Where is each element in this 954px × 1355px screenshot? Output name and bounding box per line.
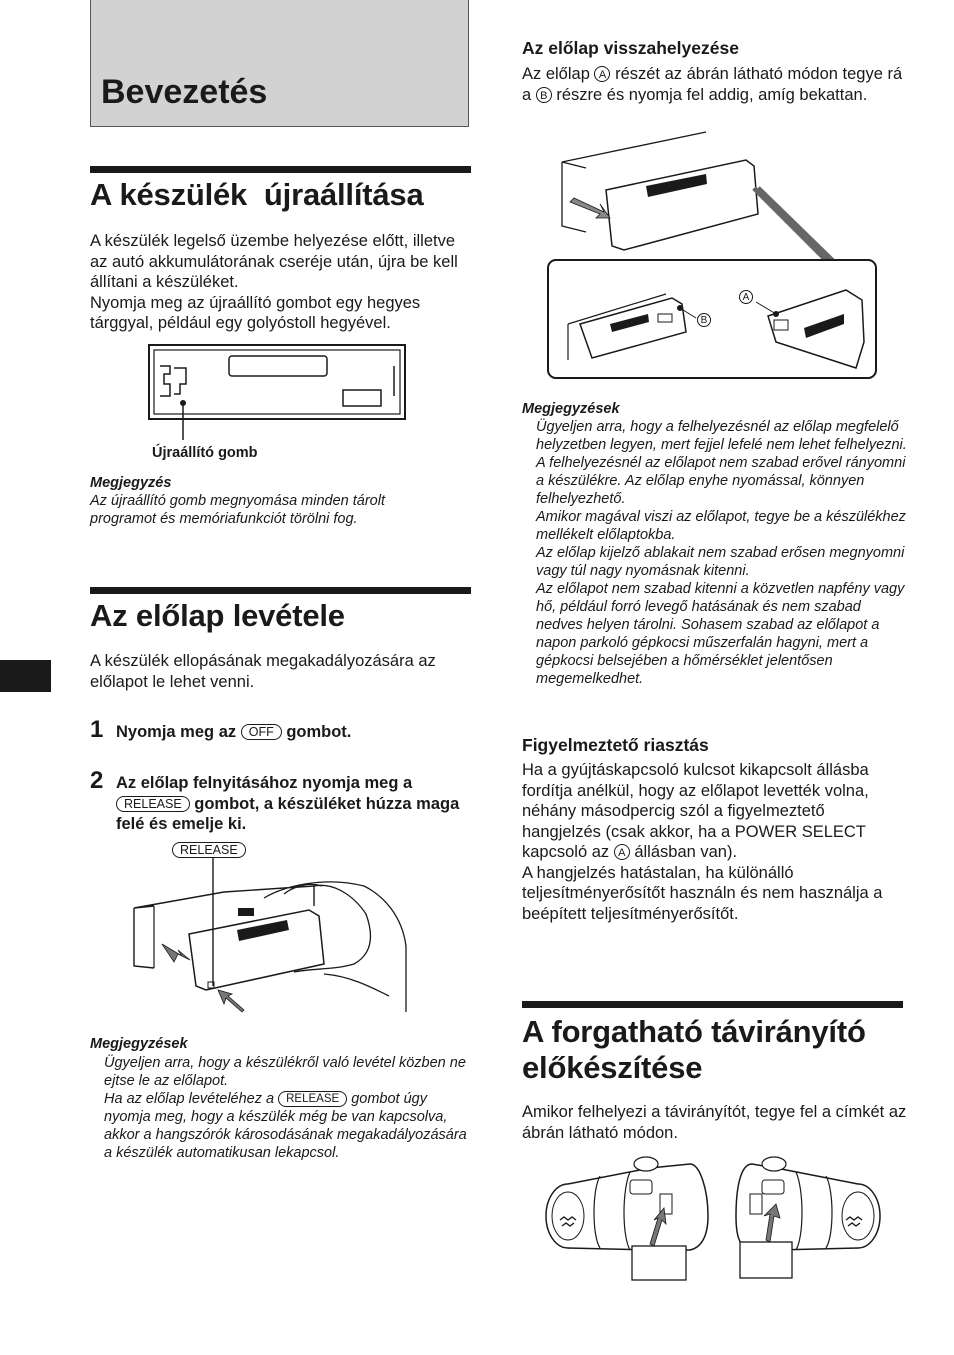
reset-para-1: A készülék legelső üzembe helyezése előtt, illetve az autó akkumulátorának cseréje után, újra be kell állítani a készüléket.	[90, 232, 458, 291]
subheading-attach: Az előlap visszahelyezése	[522, 38, 739, 58]
reset-para-2: Nyomja meg az újraállító gombot egy hegyes tárggyal, például egy golyóstoll hegyével.	[90, 293, 421, 332]
alarm-para-1-post: állásban van).	[634, 843, 738, 861]
section-heading-remove: Az előlap levétele	[90, 598, 345, 633]
section-heading-remote	[522, 1014, 866, 1086]
remove-intro: A készülék ellopásának megakadályozására az előlapot le lehet venni.	[90, 652, 436, 691]
release-key-inline: RELEASE	[278, 1091, 347, 1107]
step-text-2	[116, 773, 466, 835]
step2-pre: Az előlap felnyitásához nyomja meg a	[116, 774, 413, 792]
remove-note-2-pre: Ha az előlap levételéhez a	[104, 1091, 275, 1107]
remove-note-1: Ügyeljen arra, hogy a készülékről való levétel közben ne ejtse le az előlapot.	[104, 1055, 466, 1089]
remove-note-2-post: gombot úgy nyomja meg, hogy a készülék még be van kapcsolva, akkor a hangszórók károsodásának megakadályozására a készülék automatikusan lekapcsol.	[104, 1091, 467, 1161]
title-banner	[90, 0, 469, 127]
alarm-para-1	[522, 760, 907, 863]
section-rule	[522, 1001, 903, 1008]
figure-release-key: RELEASE	[172, 842, 246, 858]
remove-note-2	[104, 1090, 469, 1162]
reset-note-text: Az újraállító gomb megnyomása minden tárolt programot és memóriafunkciót törölni fog.	[90, 493, 385, 527]
remove-notes-title: Megjegyzések	[90, 1036, 188, 1052]
page-title: Bevezetés	[101, 73, 268, 111]
figure-mark-a: A	[739, 290, 753, 304]
reset-button-figure	[148, 344, 408, 444]
step-text-1	[116, 722, 466, 743]
remove-notes	[104, 1054, 469, 1162]
section-tab-marker	[0, 660, 51, 692]
mark-a-alarm: A	[614, 844, 630, 860]
section-heading-remote-line1: A forgatható távirányító	[522, 1014, 866, 1049]
reset-button-label: Újraállító gomb	[152, 445, 258, 461]
attach-note-1: Ügyeljen arra, hogy a felhelyezésnél az előlap megfelelő helyzetben legyen, mert fejjel lefelé nem lehet felhelyezni.	[536, 419, 907, 453]
mark-b: B	[536, 87, 552, 103]
mark-a: A	[594, 66, 610, 82]
step-number-1: 1	[90, 716, 104, 743]
attach-notes	[536, 418, 911, 688]
step2-post: gombot, a készüléket húzza maga felé és emelje ki.	[116, 794, 460, 833]
attach-paragraph	[522, 64, 907, 105]
remote-paragraph: Amikor felhelyezi a távirányítót, tegye fel a címkét az ábrán látható módon.	[522, 1103, 907, 1142]
step1-pre: Nyomja meg az	[116, 723, 237, 741]
section-heading-reset: A készülék újraállítása	[90, 177, 424, 212]
subheading-alarm: Figyelmeztető riasztás	[522, 735, 709, 755]
reset-paragraph	[90, 231, 470, 334]
step-number-2: 2	[90, 767, 104, 794]
alarm-paragraph	[522, 760, 907, 924]
remove-faceplate-figure	[134, 856, 414, 1016]
attach-notes-title: Megjegyzések	[522, 401, 620, 417]
reset-note-title: Megjegyzés	[90, 475, 172, 491]
alarm-para-1-pre: Ha a gyújtáskapcsoló kulcsot kikapcsolt állásba fordítja anélkül, hogy az előlapot levették volna, néhány másodpercig szól a figyelmeztető hangjelzés (csak akkor, ha a POWER SELECT kapcsoló az	[522, 761, 869, 861]
attach-note-5: Az előlapot nem szabad kitenni a közvetlen napfény vagy hő, például forró levegő hatásának és nem szabad nedves helyen tárolni. Sohasem szabad az előlapot a napon parkoló gépkocsi műszerfalán hagyni, mert a gépkocsi belsejében a hőmérséklet jelentősen megemelkedhet.	[536, 581, 905, 687]
attach-note-2: A felhelyezésnél az előlapot nem szabad erővel rányomni a készülékre. Az előlap enyhe nyomással, könnyen felhelyezhető.	[536, 455, 906, 507]
section-rule	[90, 587, 471, 594]
section-rule	[90, 166, 471, 173]
attach-text-2: részét az ábrán látható módon tegye rá a	[522, 65, 903, 104]
release-key: RELEASE	[116, 796, 190, 812]
section-heading-remote-line2: előkészítése	[522, 1050, 703, 1085]
off-key: OFF	[241, 724, 282, 740]
attach-text-1: Az előlap	[522, 65, 590, 83]
attach-text-3: részre és nyomja fel addig, amíg bekattan.	[556, 85, 868, 104]
attach-faceplate-figure	[546, 128, 880, 384]
attach-note-3: Amikor magával viszi az előlapot, tegye be a készülékhez mellékelt előlaptokba.	[536, 509, 906, 543]
alarm-para-2: A hangjelzés hatástalan, ha különálló teljesítményerősítőt használn és nem használja a beépített teljesítményerősítőt.	[522, 863, 883, 923]
step1-post: gombot.	[286, 723, 352, 741]
attach-note-4: Az előlap kijelző ablakait nem szabad erősen megnyomni vagy túl nagy nyomásnak kitenni.	[536, 545, 905, 579]
figure-mark-b: B	[697, 313, 711, 327]
remote-label-figure	[540, 1150, 886, 1282]
